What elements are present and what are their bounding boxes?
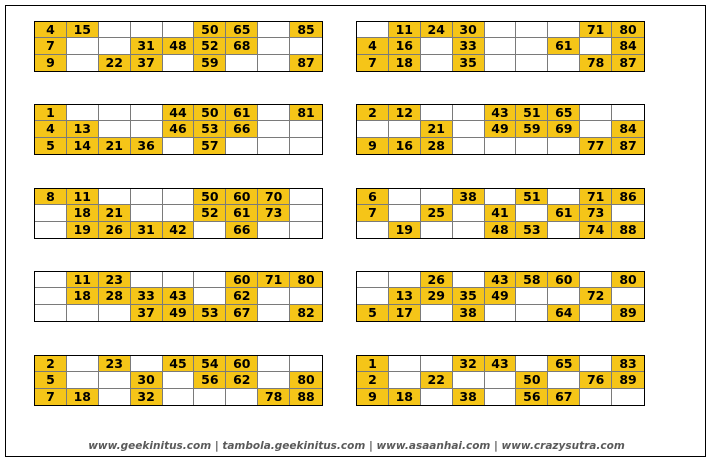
ticket-number-cell: 21 (99, 138, 131, 154)
ticket-number-cell: 19 (389, 222, 421, 238)
ticket-number-cell: 86 (612, 189, 644, 205)
ticket-number-cell: 1 (357, 356, 389, 372)
ticket-number-cell: 87 (612, 138, 644, 154)
ticket-empty-cell (99, 22, 131, 38)
ticket-number-cell: 4 (35, 22, 67, 38)
ticket-number-cell: 36 (131, 138, 163, 154)
ticket-empty-cell (453, 105, 485, 121)
ticket-empty-cell (389, 272, 421, 288)
ticket-number-cell: 67 (226, 305, 258, 321)
ticket-number-cell: 26 (421, 272, 453, 288)
ticket-number-cell: 18 (67, 205, 99, 221)
ticket-number-cell: 5 (357, 305, 389, 321)
ticket-number-cell: 48 (163, 38, 195, 54)
ticket-number-cell: 73 (258, 205, 290, 221)
ticket-number-cell: 85 (290, 22, 322, 38)
ticket-number-cell: 18 (67, 288, 99, 304)
ticket-empty-cell (35, 288, 67, 304)
ticket-number-cell: 60 (226, 189, 258, 205)
tambola-ticket (356, 188, 645, 239)
ticket-number-cell: 13 (389, 288, 421, 304)
ticket-empty-cell (67, 105, 99, 121)
ticket-empty-cell (258, 372, 290, 388)
tambola-ticket (356, 104, 645, 155)
ticket-empty-cell (516, 356, 548, 372)
ticket-empty-cell (67, 55, 99, 71)
ticket-empty-cell (131, 205, 163, 221)
ticket-empty-cell (258, 288, 290, 304)
ticket-empty-cell (485, 305, 517, 321)
ticket-number-cell: 54 (194, 356, 226, 372)
ticket-number-cell: 61 (548, 205, 580, 221)
ticket-empty-cell (389, 121, 421, 137)
ticket-number-cell: 38 (453, 305, 485, 321)
ticket-empty-cell (516, 55, 548, 71)
ticket-number-cell: 21 (421, 121, 453, 137)
footer-credits: www.geekinitus.com | tambola.geekinitus.com | www.asaanhai.com | www.crazysutra.com (88, 440, 625, 452)
ticket-empty-cell (67, 372, 99, 388)
ticket-number-cell: 88 (612, 222, 644, 238)
ticket-number-cell: 87 (612, 55, 644, 71)
ticket-empty-cell (290, 138, 322, 154)
ticket-number-cell: 81 (290, 105, 322, 121)
ticket-empty-cell (290, 356, 322, 372)
ticket-empty-cell (163, 55, 195, 71)
tambola-ticket (34, 21, 323, 72)
ticket-empty-cell (131, 189, 163, 205)
ticket-number-cell: 56 (516, 389, 548, 405)
ticket-number-cell: 33 (453, 38, 485, 54)
ticket-number-cell: 11 (67, 189, 99, 205)
ticket-number-cell: 5 (35, 138, 67, 154)
ticket-number-cell: 61 (226, 205, 258, 221)
ticket-number-cell: 30 (453, 22, 485, 38)
ticket-number-cell: 83 (612, 356, 644, 372)
ticket-empty-cell (258, 356, 290, 372)
ticket-empty-cell (290, 288, 322, 304)
ticket-number-cell: 16 (389, 38, 421, 54)
ticket-number-cell: 53 (194, 305, 226, 321)
ticket-number-cell: 43 (485, 105, 517, 121)
ticket-number-cell: 51 (516, 105, 548, 121)
ticket-empty-cell (163, 389, 195, 405)
tambola-ticket (34, 271, 323, 322)
ticket-empty-cell (612, 389, 644, 405)
ticket-number-cell: 28 (99, 288, 131, 304)
ticket-number-cell: 53 (516, 222, 548, 238)
ticket-number-cell: 70 (258, 189, 290, 205)
ticket-empty-cell (35, 205, 67, 221)
ticket-empty-cell (290, 121, 322, 137)
ticket-number-cell: 7 (357, 55, 389, 71)
ticket-empty-cell (194, 288, 226, 304)
ticket-empty-cell (580, 38, 612, 54)
ticket-number-cell: 25 (421, 205, 453, 221)
ticket-number-cell: 84 (612, 38, 644, 54)
ticket-empty-cell (580, 272, 612, 288)
ticket-number-cell: 43 (485, 272, 517, 288)
ticket-empty-cell (548, 288, 580, 304)
ticket-empty-cell (516, 38, 548, 54)
ticket-number-cell: 52 (194, 205, 226, 221)
ticket-number-cell: 14 (67, 138, 99, 154)
ticket-number-cell: 87 (290, 55, 322, 71)
ticket-number-cell: 80 (290, 272, 322, 288)
ticket-number-cell: 49 (485, 288, 517, 304)
ticket-number-cell: 24 (421, 22, 453, 38)
ticket-empty-cell (453, 272, 485, 288)
ticket-number-cell: 46 (163, 121, 195, 137)
ticket-number-cell: 51 (516, 189, 548, 205)
tambola-ticket (356, 21, 645, 72)
ticket-number-cell: 50 (516, 372, 548, 388)
ticket-number-cell: 62 (226, 372, 258, 388)
ticket-empty-cell (194, 222, 226, 238)
ticket-number-cell: 50 (194, 189, 226, 205)
ticket-empty-cell (163, 22, 195, 38)
ticket-number-cell: 49 (485, 121, 517, 137)
ticket-number-cell: 26 (99, 222, 131, 238)
ticket-empty-cell (357, 22, 389, 38)
ticket-empty-cell (421, 55, 453, 71)
ticket-number-cell: 7 (35, 389, 67, 405)
ticket-number-cell: 15 (67, 22, 99, 38)
ticket-number-cell: 41 (485, 205, 517, 221)
ticket-number-cell: 50 (194, 105, 226, 121)
ticket-number-cell: 11 (389, 22, 421, 38)
ticket-number-cell: 80 (612, 272, 644, 288)
ticket-number-cell: 58 (516, 272, 548, 288)
ticket-empty-cell (290, 189, 322, 205)
tambola-ticket (34, 355, 323, 406)
ticket-empty-cell (485, 372, 517, 388)
ticket-number-cell: 71 (580, 189, 612, 205)
ticket-empty-cell (99, 372, 131, 388)
ticket-empty-cell (99, 105, 131, 121)
ticket-empty-cell (580, 389, 612, 405)
ticket-empty-cell (548, 138, 580, 154)
ticket-empty-cell (290, 222, 322, 238)
ticket-number-cell: 48 (485, 222, 517, 238)
ticket-empty-cell (357, 288, 389, 304)
ticket-empty-cell (421, 105, 453, 121)
ticket-number-cell: 7 (35, 38, 67, 54)
ticket-number-cell: 82 (290, 305, 322, 321)
ticket-empty-cell (389, 189, 421, 205)
ticket-empty-cell (258, 305, 290, 321)
ticket-number-cell: 38 (453, 189, 485, 205)
ticket-number-cell: 73 (580, 205, 612, 221)
ticket-number-cell: 56 (194, 372, 226, 388)
ticket-empty-cell (580, 121, 612, 137)
ticket-empty-cell (548, 222, 580, 238)
ticket-empty-cell (131, 105, 163, 121)
ticket-number-cell: 18 (389, 389, 421, 405)
ticket-empty-cell (290, 38, 322, 54)
ticket-empty-cell (516, 205, 548, 221)
ticket-number-cell: 62 (226, 288, 258, 304)
ticket-number-cell: 31 (131, 222, 163, 238)
ticket-empty-cell (290, 205, 322, 221)
ticket-number-cell: 60 (226, 272, 258, 288)
ticket-number-cell: 29 (421, 288, 453, 304)
ticket-empty-cell (453, 138, 485, 154)
ticket-empty-cell (194, 389, 226, 405)
ticket-empty-cell (548, 189, 580, 205)
ticket-empty-cell (612, 288, 644, 304)
ticket-empty-cell (612, 105, 644, 121)
ticket-empty-cell (548, 22, 580, 38)
tambola-ticket (356, 271, 645, 322)
ticket-number-cell: 9 (357, 138, 389, 154)
ticket-number-cell: 78 (580, 55, 612, 71)
ticket-number-cell: 74 (580, 222, 612, 238)
ticket-number-cell: 57 (194, 138, 226, 154)
ticket-number-cell: 23 (99, 272, 131, 288)
ticket-number-cell: 13 (67, 121, 99, 137)
ticket-number-cell: 9 (357, 389, 389, 405)
ticket-number-cell: 21 (99, 205, 131, 221)
ticket-number-cell: 71 (580, 22, 612, 38)
ticket-empty-cell (163, 372, 195, 388)
ticket-empty-cell (421, 305, 453, 321)
ticket-empty-cell (258, 222, 290, 238)
ticket-number-cell: 65 (226, 22, 258, 38)
ticket-number-cell: 89 (612, 372, 644, 388)
ticket-number-cell: 2 (357, 372, 389, 388)
ticket-number-cell: 4 (35, 121, 67, 137)
ticket-empty-cell (357, 222, 389, 238)
ticket-number-cell: 66 (226, 222, 258, 238)
ticket-empty-cell (357, 272, 389, 288)
ticket-empty-cell (485, 138, 517, 154)
ticket-number-cell: 69 (548, 121, 580, 137)
ticket-number-cell: 80 (290, 372, 322, 388)
ticket-number-cell: 38 (453, 389, 485, 405)
ticket-number-cell: 78 (258, 389, 290, 405)
ticket-empty-cell (163, 138, 195, 154)
ticket-number-cell: 80 (612, 22, 644, 38)
ticket-number-cell: 23 (99, 356, 131, 372)
ticket-number-cell: 43 (163, 288, 195, 304)
ticket-number-cell: 65 (548, 105, 580, 121)
ticket-number-cell: 44 (163, 105, 195, 121)
ticket-empty-cell (421, 189, 453, 205)
ticket-number-cell: 12 (389, 105, 421, 121)
ticket-empty-cell (99, 38, 131, 54)
ticket-empty-cell (163, 189, 195, 205)
ticket-number-cell: 22 (99, 55, 131, 71)
ticket-number-cell: 4 (357, 38, 389, 54)
ticket-number-cell: 66 (226, 121, 258, 137)
ticket-empty-cell (258, 22, 290, 38)
ticket-empty-cell (35, 222, 67, 238)
ticket-empty-cell (258, 105, 290, 121)
ticket-empty-cell (226, 138, 258, 154)
ticket-empty-cell (421, 389, 453, 405)
ticket-empty-cell (67, 38, 99, 54)
ticket-number-cell: 61 (548, 38, 580, 54)
ticket-empty-cell (258, 55, 290, 71)
ticket-number-cell: 52 (194, 38, 226, 54)
ticket-number-cell: 59 (516, 121, 548, 137)
ticket-empty-cell (131, 272, 163, 288)
ticket-empty-cell (258, 38, 290, 54)
ticket-empty-cell (421, 38, 453, 54)
ticket-number-cell: 22 (421, 372, 453, 388)
ticket-empty-cell (516, 288, 548, 304)
ticket-empty-cell (453, 121, 485, 137)
ticket-empty-cell (99, 189, 131, 205)
ticket-number-cell: 35 (453, 55, 485, 71)
ticket-empty-cell (389, 356, 421, 372)
ticket-empty-cell (99, 305, 131, 321)
ticket-empty-cell (226, 389, 258, 405)
ticket-number-cell: 37 (131, 55, 163, 71)
ticket-number-cell: 11 (67, 272, 99, 288)
ticket-number-cell: 50 (194, 22, 226, 38)
ticket-empty-cell (67, 305, 99, 321)
ticket-empty-cell (99, 121, 131, 137)
ticket-number-cell: 72 (580, 288, 612, 304)
ticket-number-cell: 65 (548, 356, 580, 372)
ticket-number-cell: 2 (35, 356, 67, 372)
ticket-empty-cell (357, 121, 389, 137)
ticket-empty-cell (580, 105, 612, 121)
ticket-empty-cell (516, 22, 548, 38)
ticket-number-cell: 6 (357, 189, 389, 205)
ticket-empty-cell (35, 272, 67, 288)
ticket-empty-cell (485, 55, 517, 71)
ticket-empty-cell (67, 356, 99, 372)
ticket-empty-cell (421, 222, 453, 238)
ticket-number-cell: 42 (163, 222, 195, 238)
ticket-number-cell: 33 (131, 288, 163, 304)
ticket-number-cell: 17 (389, 305, 421, 321)
ticket-number-cell: 67 (548, 389, 580, 405)
ticket-empty-cell (163, 205, 195, 221)
ticket-number-cell: 84 (612, 121, 644, 137)
ticket-empty-cell (258, 121, 290, 137)
ticket-number-cell: 53 (194, 121, 226, 137)
ticket-empty-cell (35, 305, 67, 321)
ticket-number-cell: 37 (131, 305, 163, 321)
ticket-number-cell: 43 (485, 356, 517, 372)
tambola-ticket (34, 188, 323, 239)
ticket-empty-cell (389, 205, 421, 221)
tambola-ticket (34, 104, 323, 155)
ticket-empty-cell (226, 55, 258, 71)
ticket-empty-cell (485, 389, 517, 405)
ticket-number-cell: 89 (612, 305, 644, 321)
ticket-number-cell: 2 (357, 105, 389, 121)
ticket-number-cell: 76 (580, 372, 612, 388)
ticket-empty-cell (131, 121, 163, 137)
ticket-number-cell: 35 (453, 288, 485, 304)
ticket-number-cell: 59 (194, 55, 226, 71)
ticket-number-cell: 19 (67, 222, 99, 238)
ticket-number-cell: 71 (258, 272, 290, 288)
ticket-empty-cell (421, 356, 453, 372)
ticket-empty-cell (548, 372, 580, 388)
ticket-number-cell: 18 (67, 389, 99, 405)
ticket-empty-cell (612, 205, 644, 221)
ticket-number-cell: 60 (226, 356, 258, 372)
ticket-number-cell: 68 (226, 38, 258, 54)
ticket-number-cell: 77 (580, 138, 612, 154)
ticket-empty-cell (516, 305, 548, 321)
ticket-number-cell: 60 (548, 272, 580, 288)
ticket-number-cell: 32 (453, 356, 485, 372)
ticket-empty-cell (258, 138, 290, 154)
ticket-number-cell: 7 (357, 205, 389, 221)
ticket-empty-cell (580, 356, 612, 372)
ticket-number-cell: 88 (290, 389, 322, 405)
ticket-empty-cell (548, 55, 580, 71)
ticket-empty-cell (580, 305, 612, 321)
ticket-empty-cell (194, 272, 226, 288)
ticket-empty-cell (131, 22, 163, 38)
ticket-number-cell: 31 (131, 38, 163, 54)
ticket-number-cell: 30 (131, 372, 163, 388)
ticket-empty-cell (99, 389, 131, 405)
ticket-empty-cell (453, 205, 485, 221)
ticket-number-cell: 61 (226, 105, 258, 121)
ticket-empty-cell (485, 38, 517, 54)
ticket-number-cell: 5 (35, 372, 67, 388)
ticket-empty-cell (163, 272, 195, 288)
ticket-number-cell: 18 (389, 55, 421, 71)
ticket-empty-cell (516, 138, 548, 154)
ticket-empty-cell (389, 372, 421, 388)
ticket-number-cell: 16 (389, 138, 421, 154)
ticket-number-cell: 49 (163, 305, 195, 321)
ticket-number-cell: 64 (548, 305, 580, 321)
ticket-empty-cell (453, 372, 485, 388)
ticket-number-cell: 45 (163, 356, 195, 372)
ticket-number-cell: 8 (35, 189, 67, 205)
ticket-number-cell: 9 (35, 55, 67, 71)
ticket-number-cell: 32 (131, 389, 163, 405)
ticket-empty-cell (485, 22, 517, 38)
ticket-number-cell: 28 (421, 138, 453, 154)
ticket-empty-cell (485, 189, 517, 205)
ticket-empty-cell (131, 356, 163, 372)
tambola-ticket (356, 355, 645, 406)
ticket-empty-cell (453, 222, 485, 238)
ticket-number-cell: 1 (35, 105, 67, 121)
